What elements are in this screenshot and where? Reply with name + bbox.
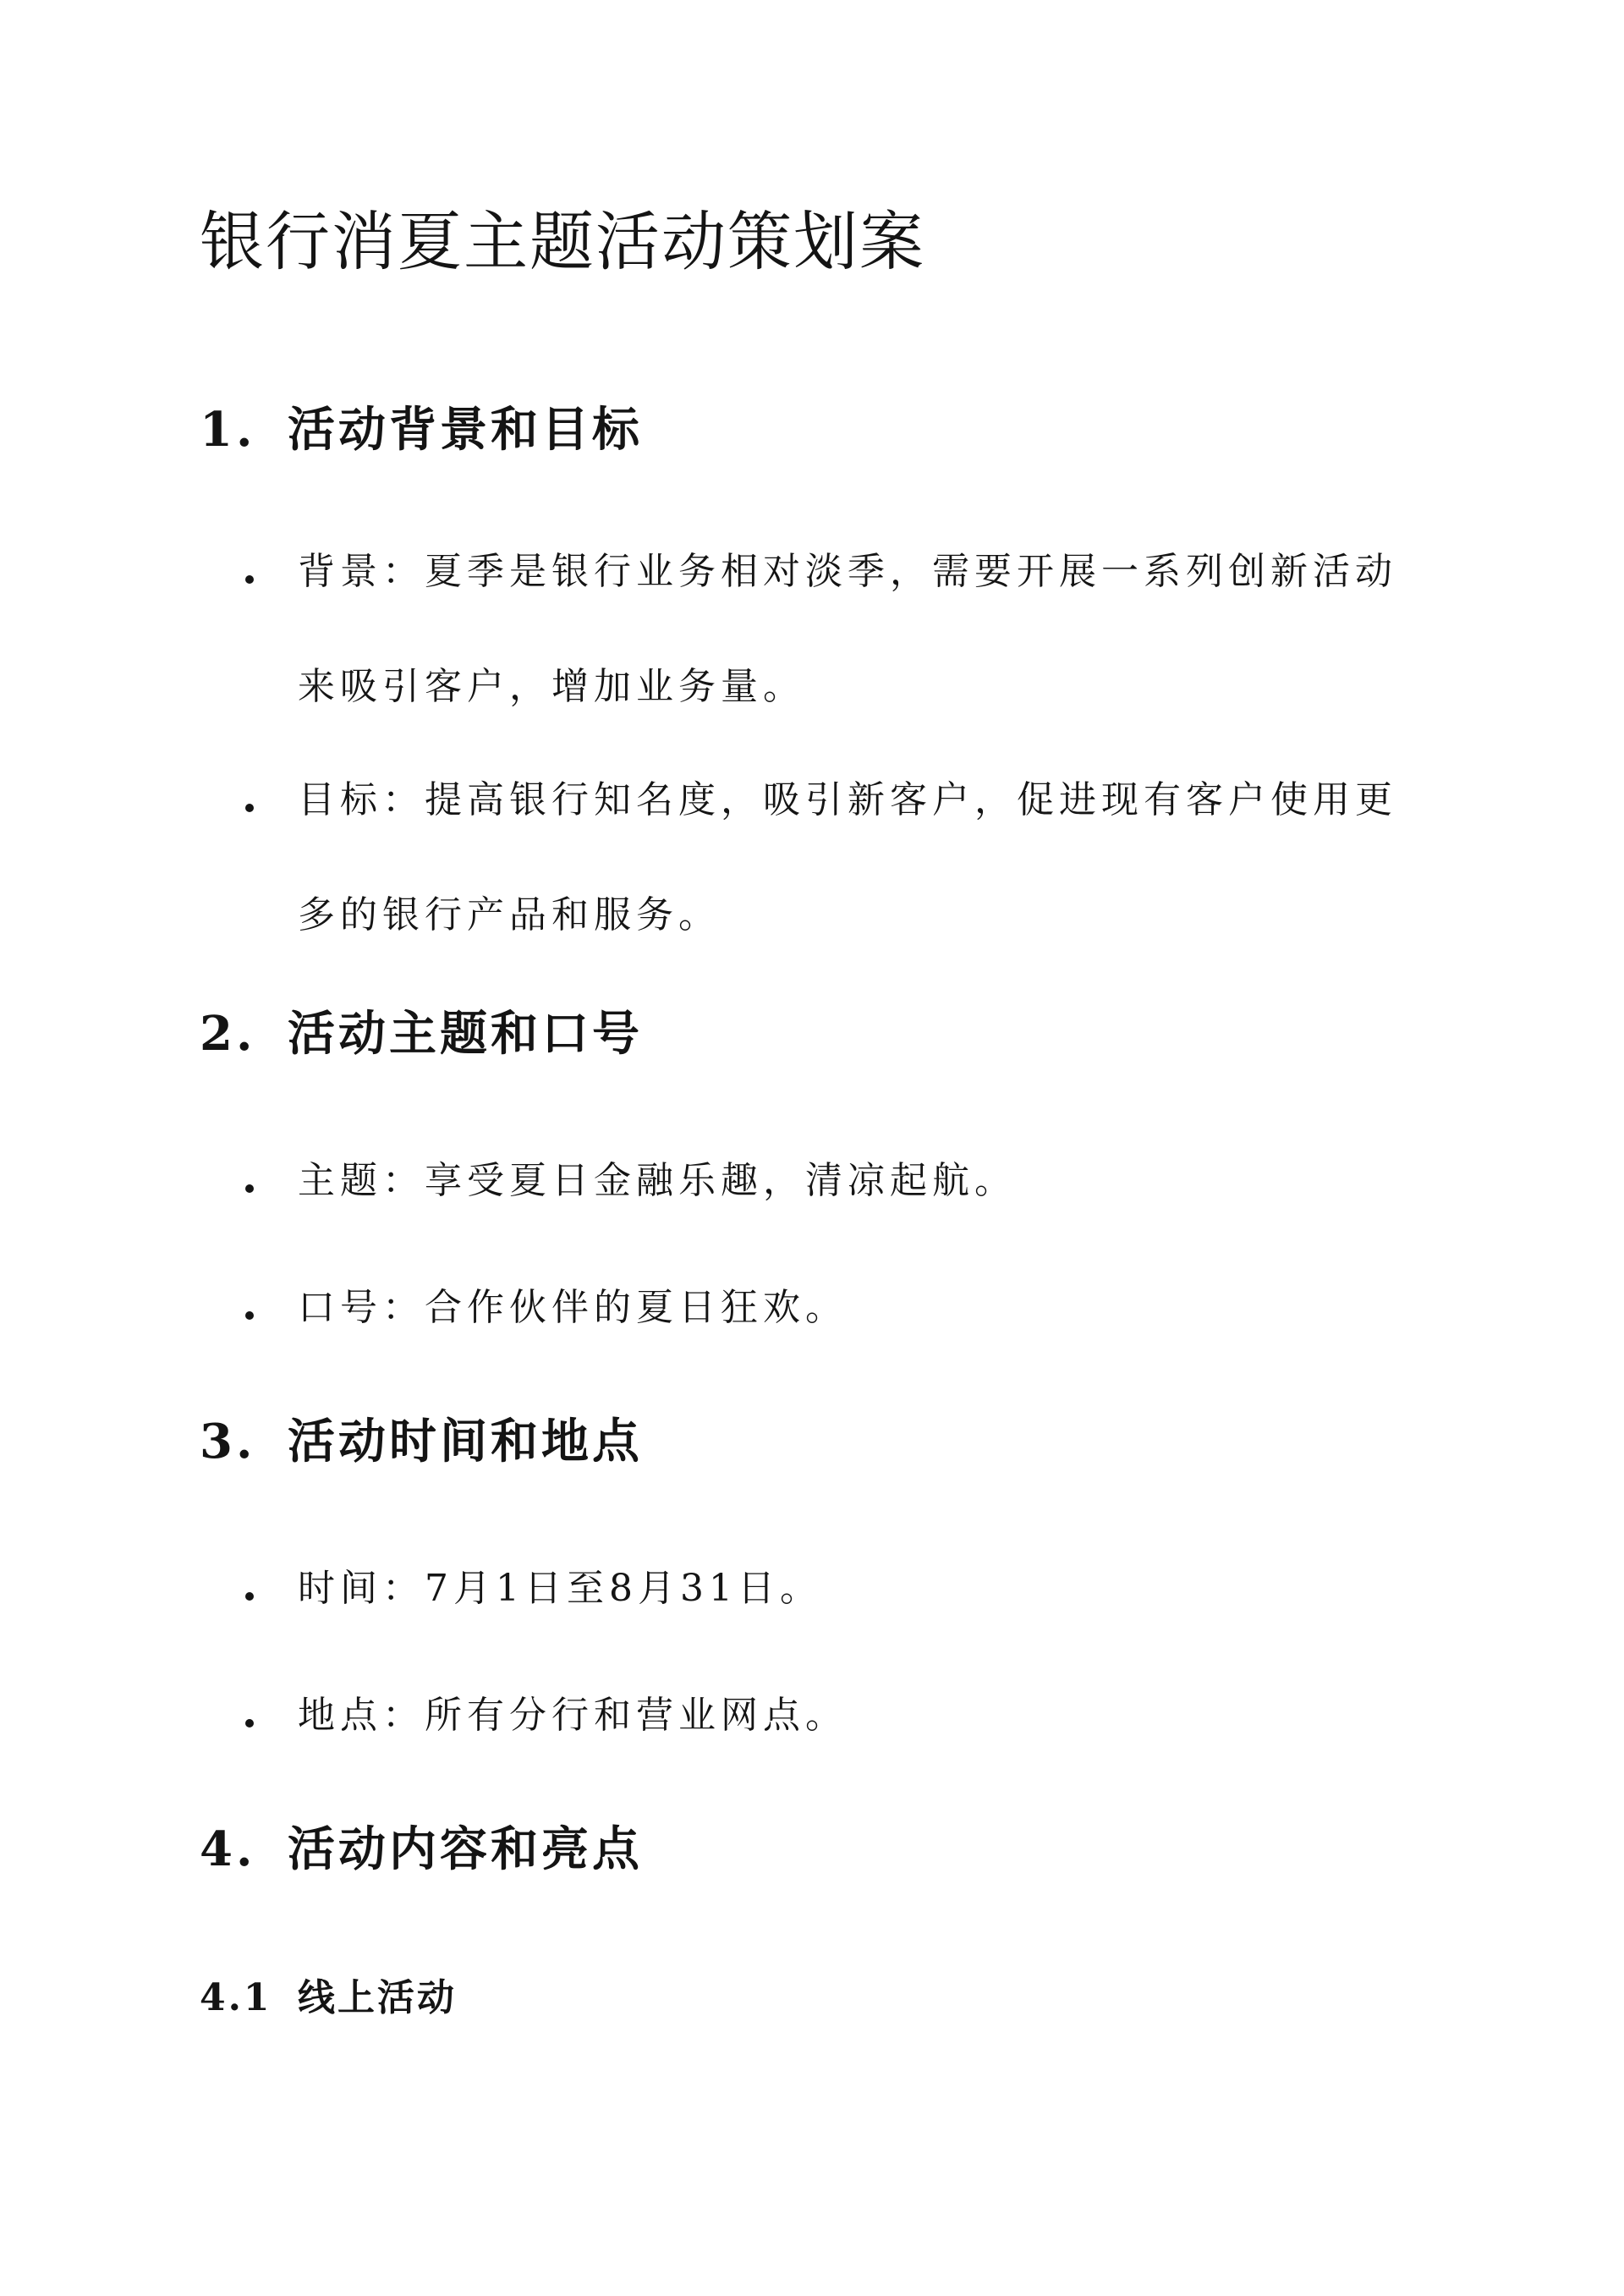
- section-number: 3.: [200, 1414, 256, 1469]
- list-item-text: 目标：提高银行知名度，吸引新客户，促进现有客户使用更多的银行产品和服务。: [298, 778, 1397, 937]
- section-title: 活动内容和亮点: [288, 1821, 643, 1877]
- section-heading-4: [200, 1815, 643, 1883]
- bullet-icon: [245, 1719, 254, 1727]
- list-item-text: 时间：7月1日至8月31日。: [298, 1567, 822, 1610]
- list-item-text: 地点：所有分行和营业网点。: [298, 1694, 848, 1737]
- list-item-text: 背景：夏季是银行业务相对淡季，需要开展一系列创新活动来吸引客户，增加业务量。: [298, 550, 1397, 708]
- subsection-title: 线上活动: [298, 1976, 457, 2019]
- section-number: 4.: [200, 1821, 256, 1877]
- section-heading-1: [200, 396, 643, 464]
- bullet-icon: [245, 804, 254, 812]
- section-title: 活动时间和地点: [288, 1414, 643, 1469]
- list-item-text: 主题：享受夏日金融乐趣，清凉起航。: [298, 1159, 1017, 1202]
- list-item: [245, 1286, 1413, 1401]
- bullet-icon: [245, 1311, 254, 1320]
- bullet-icon: [245, 575, 254, 584]
- list-item: [245, 1694, 1413, 1809]
- document-title: 银行消夏主题活动策划案: [200, 204, 925, 279]
- subsection-heading-4-1: [200, 1971, 457, 2025]
- subsection-number: 4.1: [200, 1976, 272, 2019]
- section-number: 2.: [200, 1006, 256, 1062]
- section-title: 活动背景和目标: [288, 402, 643, 458]
- section-heading-3: [200, 1408, 643, 1475]
- list-item: [245, 778, 1413, 1008]
- section-number: 1.: [200, 402, 256, 458]
- section-heading-2: [200, 1000, 643, 1068]
- bullet-icon: [245, 1184, 254, 1193]
- bullet-icon: [245, 1592, 254, 1601]
- section-title: 活动主题和口号: [288, 1006, 643, 1062]
- list-item-text: 口号：合作伙伴的夏日狂欢。: [298, 1286, 848, 1329]
